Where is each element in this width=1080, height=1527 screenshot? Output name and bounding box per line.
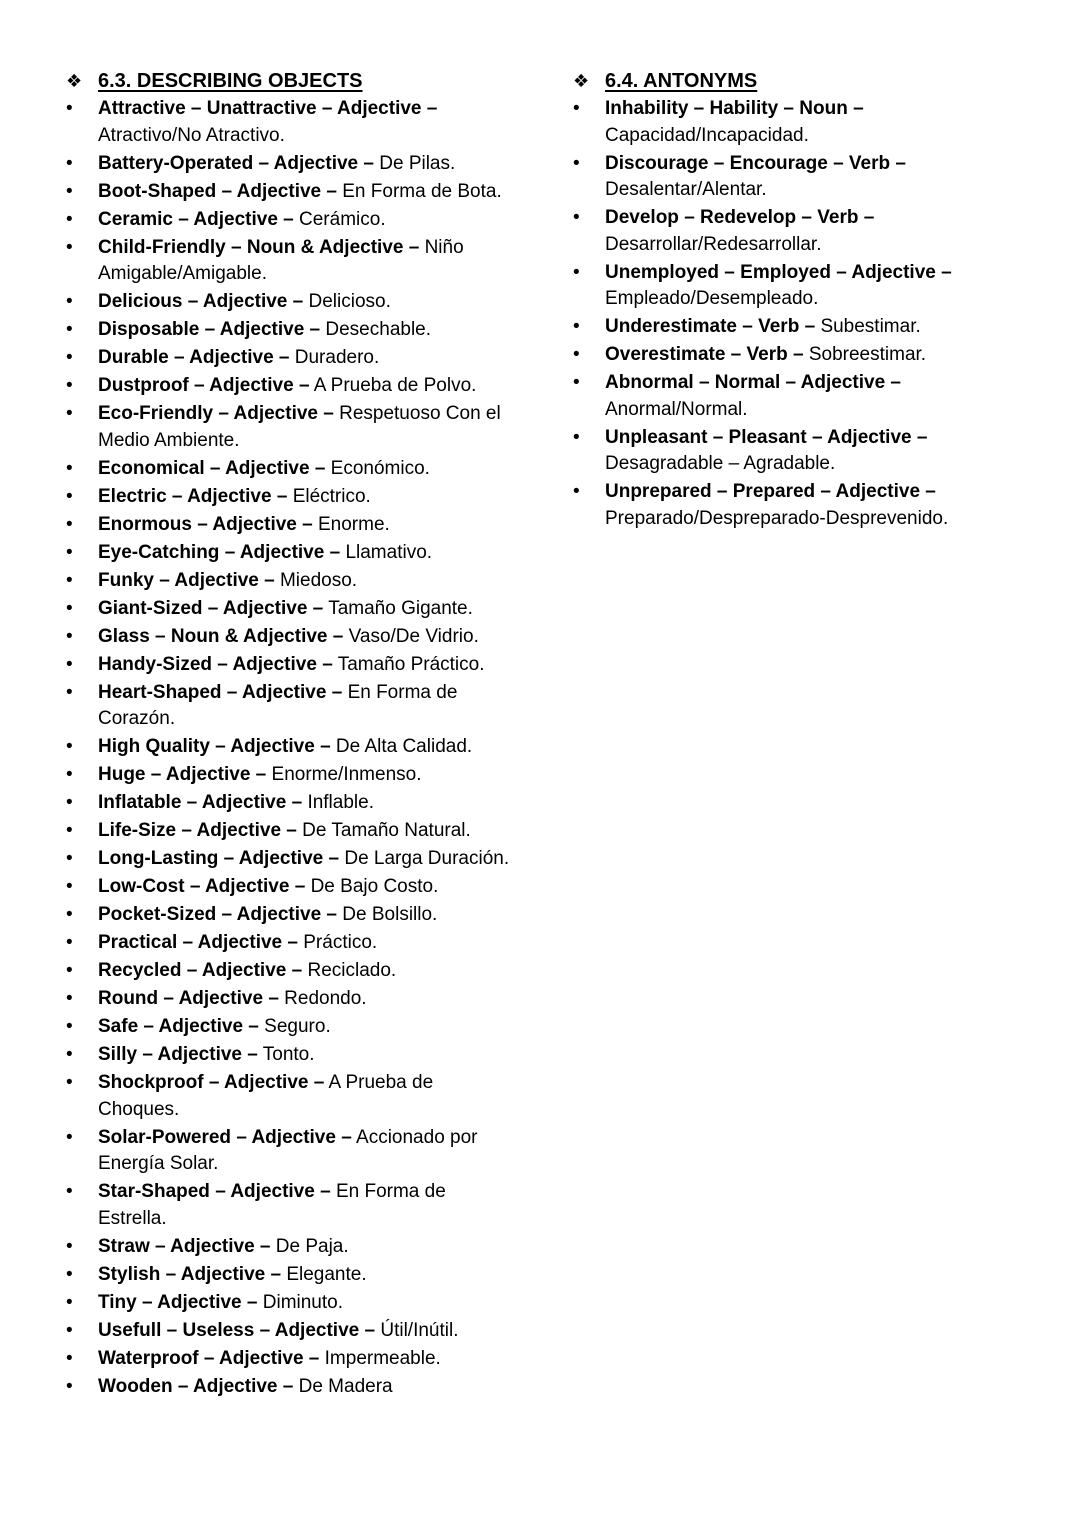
entry-translation: Desechable. (325, 319, 432, 340)
entry-translation: De Tamaño Natural. (302, 820, 471, 841)
entry-translation: Anormal/Normal. (605, 398, 748, 420)
entry-term: Low-Cost – Adjective – (98, 876, 306, 897)
list-item (573, 479, 1003, 532)
bullet-icon: • (66, 513, 73, 535)
entry-translation: Desagradable – Agradable. (605, 453, 836, 474)
bullet-icon: • (66, 180, 73, 202)
list-item (66, 207, 516, 234)
list-item (66, 1014, 516, 1041)
entry-term: Safe – Adjective – (98, 1016, 259, 1037)
bullet-icon: • (66, 625, 73, 647)
bullet-icon: • (66, 960, 73, 981)
entry-term: Silly – Adjective – (98, 1044, 258, 1065)
entry-translation: Diminuto. (262, 1291, 343, 1313)
entry-term: Heart-Shaped – Adjective – (98, 681, 343, 703)
entry-translation: En Forma de Bota. (342, 180, 502, 202)
bullet-icon: • (66, 236, 73, 258)
entry-translation: Elegante. (286, 1263, 367, 1285)
entry-term: Discourage – Encourage – Verb – (605, 152, 906, 174)
entry-term: Attractive – Unattractive – Adjective – (98, 98, 438, 119)
entry-term: Shockproof – Adjective – (98, 1072, 325, 1093)
bullet-icon: • (573, 372, 580, 393)
entry-term: Star-Shaped – Adjective – (98, 1181, 331, 1202)
entry-translation: Vaso/De Vidrio. (348, 625, 479, 647)
list-item (66, 484, 516, 511)
bullet-icon: • (66, 1181, 73, 1202)
entry-translation: Práctico. (303, 932, 378, 953)
bullet-icon: • (66, 1347, 73, 1369)
entry-term: Eye-Catching – Adjective – (98, 541, 341, 563)
bullet-icon: • (573, 207, 580, 228)
list-item (66, 986, 516, 1013)
list-item (66, 930, 516, 957)
list-item (66, 1290, 516, 1317)
list-item (66, 289, 516, 316)
bullet-icon: • (66, 932, 73, 953)
vocabulary-list (66, 96, 516, 1400)
list-item (573, 96, 1003, 149)
bullet-icon: • (66, 291, 73, 312)
list-item (66, 179, 516, 206)
list-item (66, 734, 516, 761)
list-item (66, 568, 516, 595)
entry-translation: Económico. (330, 457, 430, 479)
entry-term: Underestimate – Verb – (605, 316, 816, 337)
bullet-icon: • (66, 347, 73, 368)
entry-translation: De Larga Duración. (344, 848, 510, 869)
entry-translation: De Alta Calidad. (335, 736, 473, 757)
bullet-icon: • (66, 1044, 73, 1065)
entry-translation: Sobreestimar. (808, 344, 927, 365)
entry-translation: Eléctrico. (292, 485, 371, 507)
bullet-icon: • (66, 904, 73, 925)
bullet-icon: • (66, 764, 73, 785)
bullet-icon: • (66, 820, 73, 841)
bullet-icon: • (66, 457, 73, 479)
entry-term: Giant-Sized – Adjective – (98, 597, 324, 619)
entry-translation: De Madera (298, 1375, 393, 1397)
bullet-icon: • (66, 569, 73, 591)
list-item (66, 846, 516, 873)
entry-translation: Tamaño Gigante. (328, 597, 473, 619)
entry-term: Long-Lasting – Adjective – (98, 848, 340, 869)
entry-term: Wooden – Adjective – (98, 1375, 294, 1397)
list-item (66, 818, 516, 845)
list-item (573, 205, 1003, 258)
list-item (66, 958, 516, 985)
entry-translation: Preparado/Despreparado-Desprevenido. (605, 507, 949, 529)
entry-translation: De Bolsillo. (342, 904, 438, 925)
entry-translation: Capacidad/Incapacidad. (605, 124, 809, 146)
bullet-icon: • (66, 1291, 73, 1313)
list-item (66, 596, 516, 623)
four-diamond-icon: ❖ (66, 71, 83, 91)
entry-translation: Cerámico. (299, 208, 386, 230)
entry-term: Economical – Adjective – (98, 457, 326, 479)
entry-term: Funky – Adjective – (98, 569, 275, 591)
section-heading-describing-objects (66, 66, 516, 96)
entry-translation: Reciclado. (307, 960, 397, 981)
entry-translation: De Paja. (275, 1235, 349, 1257)
entry-translation: Útil/Inútil. (380, 1319, 459, 1341)
list-item (573, 425, 1003, 478)
list-item (573, 151, 1003, 204)
entry-term: Unprepared – Prepared – Adjective – (605, 481, 936, 502)
bullet-icon: • (66, 1126, 73, 1148)
entry-translation: Impermeable. (324, 1347, 441, 1369)
bullet-icon: • (66, 1319, 73, 1341)
entry-translation: Duradero. (294, 347, 380, 368)
entry-term: Electric – Adjective – (98, 485, 288, 507)
antonyms-list (573, 96, 1003, 532)
entry-translation: Niño Amigable/Amigable. (98, 236, 464, 284)
entry-term: Inhability – Hability – Noun – (605, 98, 864, 119)
bullet-icon: • (66, 988, 73, 1009)
list-item (66, 1318, 516, 1345)
entry-translation: A Prueba de Polvo. (313, 375, 477, 396)
list-item (66, 1346, 516, 1373)
list-item (66, 317, 516, 344)
bullet-icon: • (66, 1375, 73, 1397)
bullet-icon: • (66, 208, 73, 230)
entry-translation: Delicioso. (308, 291, 391, 312)
entry-term: Boot-Shaped – Adjective – (98, 180, 337, 202)
entry-term: Pocket-Sized – Adjective – (98, 904, 338, 925)
entry-translation: Llamativo. (345, 541, 433, 563)
right-column (573, 66, 1003, 534)
section-title: 6.3. DESCRIBING OBJECTS (98, 69, 363, 92)
bullet-icon: • (66, 736, 73, 757)
bullet-icon: • (573, 316, 580, 337)
entry-term: Handy-Sized – Adjective – (98, 653, 333, 675)
entry-translation: Enorme/Inmenso. (271, 764, 422, 785)
bullet-icon: • (573, 152, 580, 174)
entry-term: Life-Size – Adjective – (98, 820, 297, 841)
bullet-icon: • (66, 152, 73, 174)
list-item (66, 1262, 516, 1289)
list-item (66, 151, 516, 178)
list-item (66, 680, 516, 733)
bullet-icon: • (66, 98, 73, 119)
entry-translation: Miedoso. (279, 569, 358, 591)
entry-translation: Desalentar/Alentar. (605, 179, 767, 200)
entry-term: Glass – Noun & Adjective – (98, 625, 344, 647)
bullet-icon: • (66, 1263, 73, 1285)
left-column (66, 66, 516, 1402)
entry-term: Inflatable – Adjective – (98, 792, 303, 813)
entry-translation: Accionado por Energía Solar. (98, 1126, 478, 1174)
bullet-icon: • (66, 597, 73, 619)
bullet-icon: • (66, 876, 73, 897)
bullet-icon: • (66, 1235, 73, 1257)
entry-translation: De Bajo Costo. (310, 876, 439, 897)
entry-term: Enormous – Adjective – (98, 513, 313, 535)
entry-term: Unpleasant – Pleasant – Adjective – (605, 426, 928, 448)
list-item (66, 874, 516, 901)
bullet-icon: • (66, 792, 73, 813)
entry-term: Tiny – Adjective – (98, 1291, 258, 1313)
entry-term: Solar-Powered – Adjective – (98, 1126, 352, 1148)
list-item (66, 1042, 516, 1069)
list-item (66, 790, 516, 817)
entry-term: Durable – Adjective – (98, 347, 290, 368)
list-item (573, 370, 1003, 423)
bullet-icon: • (573, 426, 580, 448)
list-item (66, 1125, 516, 1178)
entry-term: Ceramic – Adjective – (98, 208, 294, 230)
entry-term: Straw – Adjective – (98, 1235, 271, 1257)
entry-translation: Tamaño Práctico. (337, 653, 485, 675)
bullet-icon: • (66, 1016, 73, 1037)
entry-translation: A Prueba de Choques. (98, 1072, 434, 1120)
bullet-icon: • (66, 319, 73, 340)
list-item (573, 260, 1003, 313)
entry-translation: En Forma de Estrella. (98, 1181, 446, 1229)
bullet-icon: • (66, 653, 73, 675)
section-title: 6.4. ANTONYMS (605, 69, 758, 92)
entry-term: Stylish – Adjective – (98, 1263, 282, 1285)
entry-translation: Empleado/Desempleado. (605, 288, 819, 309)
entry-term: Overestimate – Verb – (605, 344, 804, 365)
list-item (66, 1234, 516, 1261)
list-item (573, 314, 1003, 341)
bullet-icon: • (573, 481, 580, 502)
list-item (66, 624, 516, 651)
bullet-icon: • (573, 261, 580, 283)
entry-translation: Redondo. (284, 988, 367, 1009)
bullet-icon: • (573, 344, 580, 365)
entry-translation: Enorme. (317, 513, 390, 535)
bullet-icon: • (66, 1072, 73, 1093)
entry-term: Round – Adjective – (98, 988, 279, 1009)
bullet-icon: • (66, 375, 73, 396)
bullet-icon: • (66, 403, 73, 424)
entry-term: High Quality – Adjective – (98, 736, 331, 757)
list-item (573, 342, 1003, 369)
entry-term: Recycled – Adjective – (98, 960, 303, 981)
list-item (66, 345, 516, 372)
list-item (66, 1374, 516, 1401)
list-item (66, 96, 516, 149)
list-item (66, 373, 516, 400)
entry-translation: Desarrollar/Redesarrollar. (605, 233, 822, 255)
entry-translation: Inflable. (307, 792, 374, 813)
list-item (66, 456, 516, 483)
list-item (66, 1070, 516, 1123)
entry-term: Delicious – Adjective – (98, 291, 304, 312)
entry-translation: Tonto. (262, 1044, 315, 1065)
list-item (66, 1179, 516, 1232)
entry-term: Abnormal – Normal – Adjective – (605, 372, 902, 393)
entry-term: Usefull – Useless – Adjective – (98, 1319, 376, 1341)
list-item (66, 652, 516, 679)
bullet-icon: • (66, 485, 73, 507)
four-diamond-icon: ❖ (573, 71, 590, 91)
entry-translation: Seguro. (264, 1016, 331, 1037)
list-item (66, 762, 516, 789)
entry-translation: De Pilas. (379, 152, 456, 174)
entry-term: Practical – Adjective – (98, 932, 298, 953)
list-item (66, 401, 516, 454)
entry-term: Waterproof – Adjective – (98, 1347, 320, 1369)
entry-term: Unemployed – Employed – Adjective – (605, 261, 952, 283)
entry-term: Develop – Redevelop – Verb – (605, 207, 875, 228)
entry-translation: Respetuoso Con el Medio Ambiente. (98, 403, 501, 451)
list-item (66, 235, 516, 288)
entry-term: Child-Friendly – Noun & Adjective – (98, 236, 420, 258)
section-heading-antonyms (573, 66, 1003, 96)
entry-translation: Subestimar. (820, 316, 921, 337)
bullet-icon: • (66, 848, 73, 869)
bullet-icon: • (573, 98, 580, 119)
entry-term: Disposable – Adjective – (98, 319, 321, 340)
entry-translation: En Forma de Corazón. (98, 681, 458, 729)
bullet-icon: • (66, 541, 73, 563)
entry-translation: Atractivo/No Atractivo. (98, 124, 285, 146)
entry-term: Battery-Operated – Adjective – (98, 152, 374, 174)
bullet-icon: • (66, 681, 73, 703)
list-item (66, 902, 516, 929)
entry-term: Huge – Adjective – (98, 764, 267, 785)
entry-term: Dustproof – Adjective – (98, 375, 310, 396)
entry-term: Eco-Friendly – Adjective – (98, 403, 334, 424)
list-item (66, 540, 516, 567)
list-item (66, 512, 516, 539)
